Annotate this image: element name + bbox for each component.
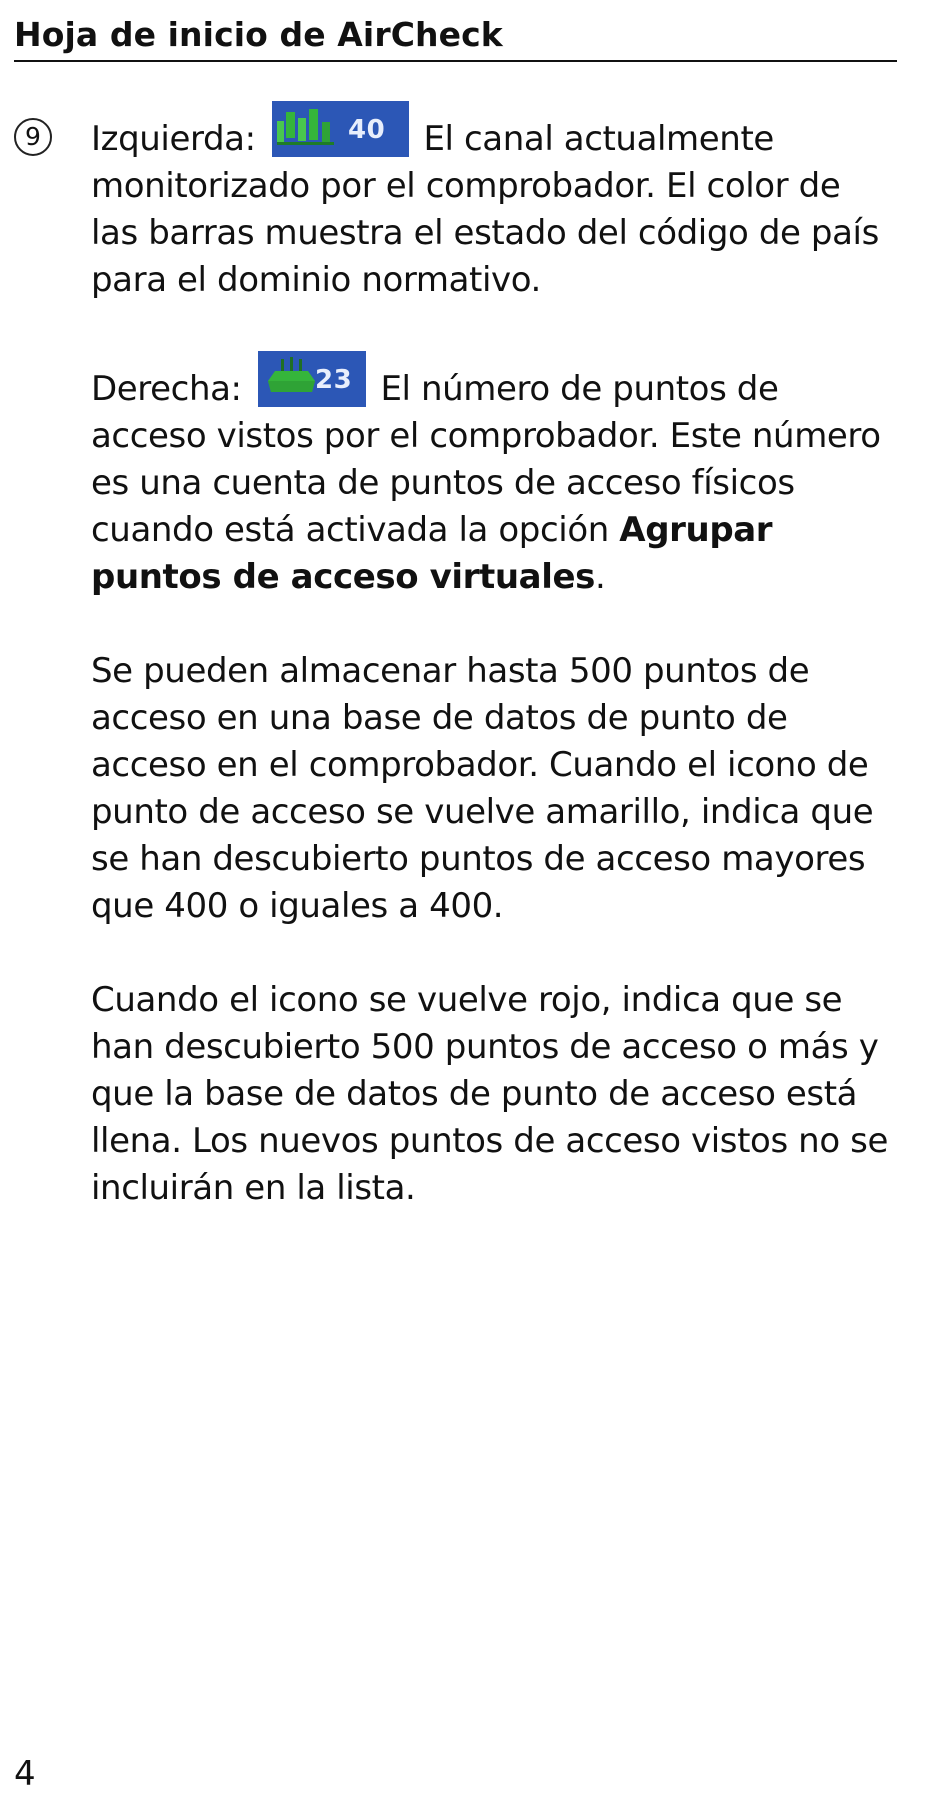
page-header — [14, 10, 897, 62]
item-number-badge: 9 — [14, 118, 52, 156]
access-point-icon — [258, 351, 366, 407]
document-title: Hoja de inicio de AirCheck — [14, 15, 503, 54]
channel-number: 40 — [348, 115, 386, 145]
left-indicator-paragraph — [91, 110, 896, 304]
right-indicator-paragraph — [91, 351, 896, 601]
right-label: Derecha: — [91, 369, 242, 409]
document-content — [91, 110, 896, 1259]
right-description-start: El número de puntos de acceso vistos por el comprobador. Este número es una cuenta de puntos de acceso físicos cuando está activada la opción — [91, 369, 881, 550]
database-full-paragraph: Cuando el icono se vuelve rojo, indica que se han descubierto 500 puntos de acceso o más y que la base de datos de punto de acceso está llena. Los nuevos puntos de acceso vistos no se incluirán en la lista. — [91, 980, 888, 1208]
page-number: 4 — [14, 1754, 36, 1794]
database-capacity-paragraph: Se pueden almacenar hasta 500 puntos de acceso en una base de datos de punto de acceso en el comprobador. Cuando el icono de punto de acceso se vuelve amarillo, indica que se han descubierto puntos de acceso mayores que 400 o iguales a 400. — [91, 651, 874, 926]
access-point-count: 23 — [315, 365, 353, 395]
left-label: Izquierda: — [91, 119, 256, 159]
group-virtual-access-points-option: Agrupar puntos de acceso virtuales — [91, 510, 773, 597]
right-description-end: . — [594, 557, 606, 597]
channel-bars-icon — [272, 101, 409, 157]
left-description: El canal actualmente monitorizado por el comprobador. El color de las barras muestra el estado del código de país para el dominio normativo. — [91, 119, 879, 300]
